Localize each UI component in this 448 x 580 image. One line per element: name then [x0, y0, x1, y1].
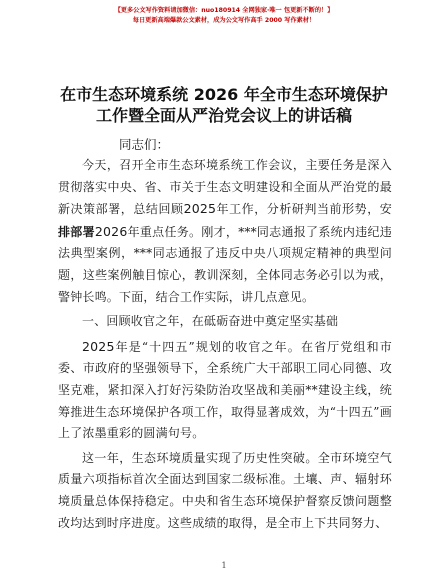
year-number: 2026	[94, 223, 128, 239]
year-number: 2025	[82, 338, 115, 354]
paragraph-achievements: 这一年，生态环境质量实现了历史性突破。全市环境空气质量六项指标首次全面达到国家二级标准。土壤、声、辐射环境质量总体保持稳定。中央和省生态环境保护督察反馈问题整改均达到时序进度。这些成绩的取得，是全市上下共同努力、	[58, 450, 392, 530]
document-body	[58, 155, 392, 537]
paragraph-intro	[58, 155, 392, 308]
promo-line-1: 【更多公文写作资料请加微信：nuo180914 全网独家·唯一 包更新不断的！】	[114, 7, 334, 14]
section-heading: 一、回顾收官之年，在砥砺奋进中奠定坚实基础	[82, 314, 339, 329]
promo-banner	[0, 6, 448, 25]
paragraph-text: 年是“十四五”规划的收官之年。在省厅党组和市委、市政府的坚强领导下，全系统广大干部职工同心同德、攻坚克难，紧扣深入打好污染防治攻坚战和美丽**建设主线，统筹推进生态环境保护各项工作，取得显著成效，为“十四五”画上了浓墨重彩的圆满句号。	[58, 339, 392, 441]
document-title: 在市生态环境系统 2026 年全市生态环境保护工作暨全面从严治党会议上的讲话稿	[60, 85, 388, 125]
paragraph-review	[58, 336, 392, 445]
emphasis-text: 排部署	[58, 224, 95, 239]
page-number: 1	[221, 561, 227, 570]
year-number: 2025	[183, 201, 217, 217]
paragraph-text: 年重点任务。刚才，***同志通报了系统内违纪违法典型案例，***同志通报了违反中央八项规定精神的典型问题，这些案例触目惊心，教训深刻，全体同志务必引以为戒，警钟长鸣。下面，结合工作实际，讲几点意见。	[58, 224, 392, 304]
paragraph-text: 今天，召开全市生态环境系统工作会议，主要任务是深入贯彻落实中央、省、市关于生态文明建设和全面从严治党的最新决策部署，总结回顾	[58, 158, 392, 217]
paragraph-text: 年工作，分析研判当前形势，安	[216, 202, 392, 217]
salutation: 同志们：	[119, 137, 170, 152]
promo-line-2: 每日更新高端爆款公文素材，成为公文写作高手 2000 写作素材！	[132, 16, 316, 24]
